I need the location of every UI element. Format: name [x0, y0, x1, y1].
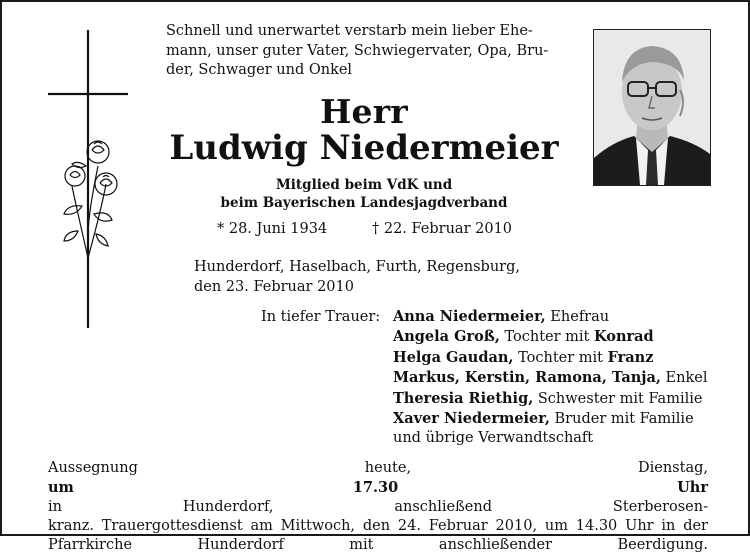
membership-line: beim Bayerischen Landesjagdverband: [220, 195, 508, 211]
funeral-text: in Hunderdorf, anschließend Sterberosen-: [48, 499, 708, 515]
mourner-line: [393, 307, 708, 327]
mourner-name: Konrad: [594, 328, 654, 346]
funeral-line: [48, 459, 708, 517]
mourner-name: Helga Gaudan,: [393, 348, 514, 366]
funeral-line: [48, 536, 708, 555]
mourner-relation: Ehefrau: [545, 309, 610, 325]
memberships: [152, 176, 576, 212]
portrait-photo-image: [594, 30, 710, 185]
mourner-name: Angela Groß,: [393, 328, 500, 346]
mourner-name: Theresia Riethig,: [393, 389, 534, 407]
honorific: Herr: [320, 92, 408, 131]
mourners-list: [393, 307, 708, 449]
intro-line: Schnell und unerwartet verstarb mein lieber Ehe-: [166, 23, 533, 39]
mourner-relation: Enkel: [660, 370, 708, 387]
cross-with-roses-icon: [42, 26, 142, 332]
mourner-line: [393, 409, 708, 429]
birth-date: * 28. Juni 1934: [217, 221, 328, 237]
funeral-details: [48, 459, 708, 555]
mourner-line: [393, 389, 708, 409]
membership-line: Mitglied beim VdK und: [275, 177, 453, 193]
mourner-relation: Tochter mit: [499, 329, 594, 346]
mourner-relation: Bruder mit Familie: [549, 411, 694, 428]
places-and-date: [194, 258, 520, 297]
funeral-time: um 17.30 Uhr: [48, 479, 708, 496]
mourner-name: Anna Niedermeier,: [393, 308, 546, 325]
funeral-line: [48, 517, 708, 536]
mourner-line: [393, 327, 708, 347]
mourner-relation: und übrige Verwandtschaft: [393, 430, 594, 447]
funeral-text: Aussegnung heute, Dienstag,: [48, 460, 708, 476]
funeral-text: Pfarrkirche Hunderdorf mit anschließender Beerdigung.: [48, 537, 708, 553]
mourner-relation: Schwester mit Familie: [533, 390, 703, 407]
mourner-line: [393, 348, 708, 368]
mourner-name: Franz: [607, 348, 654, 366]
intro-text: [166, 22, 566, 81]
intro-line: der, Schwager und Onkel: [166, 62, 353, 78]
mourner-line: [393, 429, 708, 448]
death-date: † 22. Februar 2010: [372, 221, 513, 237]
mourning-label: In tiefer Trauer:: [261, 309, 381, 325]
funeral-text: kranz. Trauergottesdienst am Mittwoch, den 24. Februar 2010, um 14.30 Uhr in der: [48, 518, 708, 534]
deceased-name: Ludwig Niedermeier: [169, 128, 559, 168]
mourner-name: Xaver Niedermeier,: [393, 410, 550, 428]
mourner-line: [393, 368, 708, 388]
intro-line: mann, unser guter Vater, Schwiegervater, Opa, Bru-: [166, 42, 549, 59]
mourner-relation: Tochter mit: [513, 349, 608, 366]
date-line: den 23. Februar 2010: [194, 278, 354, 295]
mourner-name: Markus, Kerstin, Ramona, Tanja,: [393, 369, 661, 387]
portrait-photo: [593, 29, 711, 186]
places-line: Hunderdorf, Haselbach, Furth, Regensburg,: [194, 259, 520, 275]
